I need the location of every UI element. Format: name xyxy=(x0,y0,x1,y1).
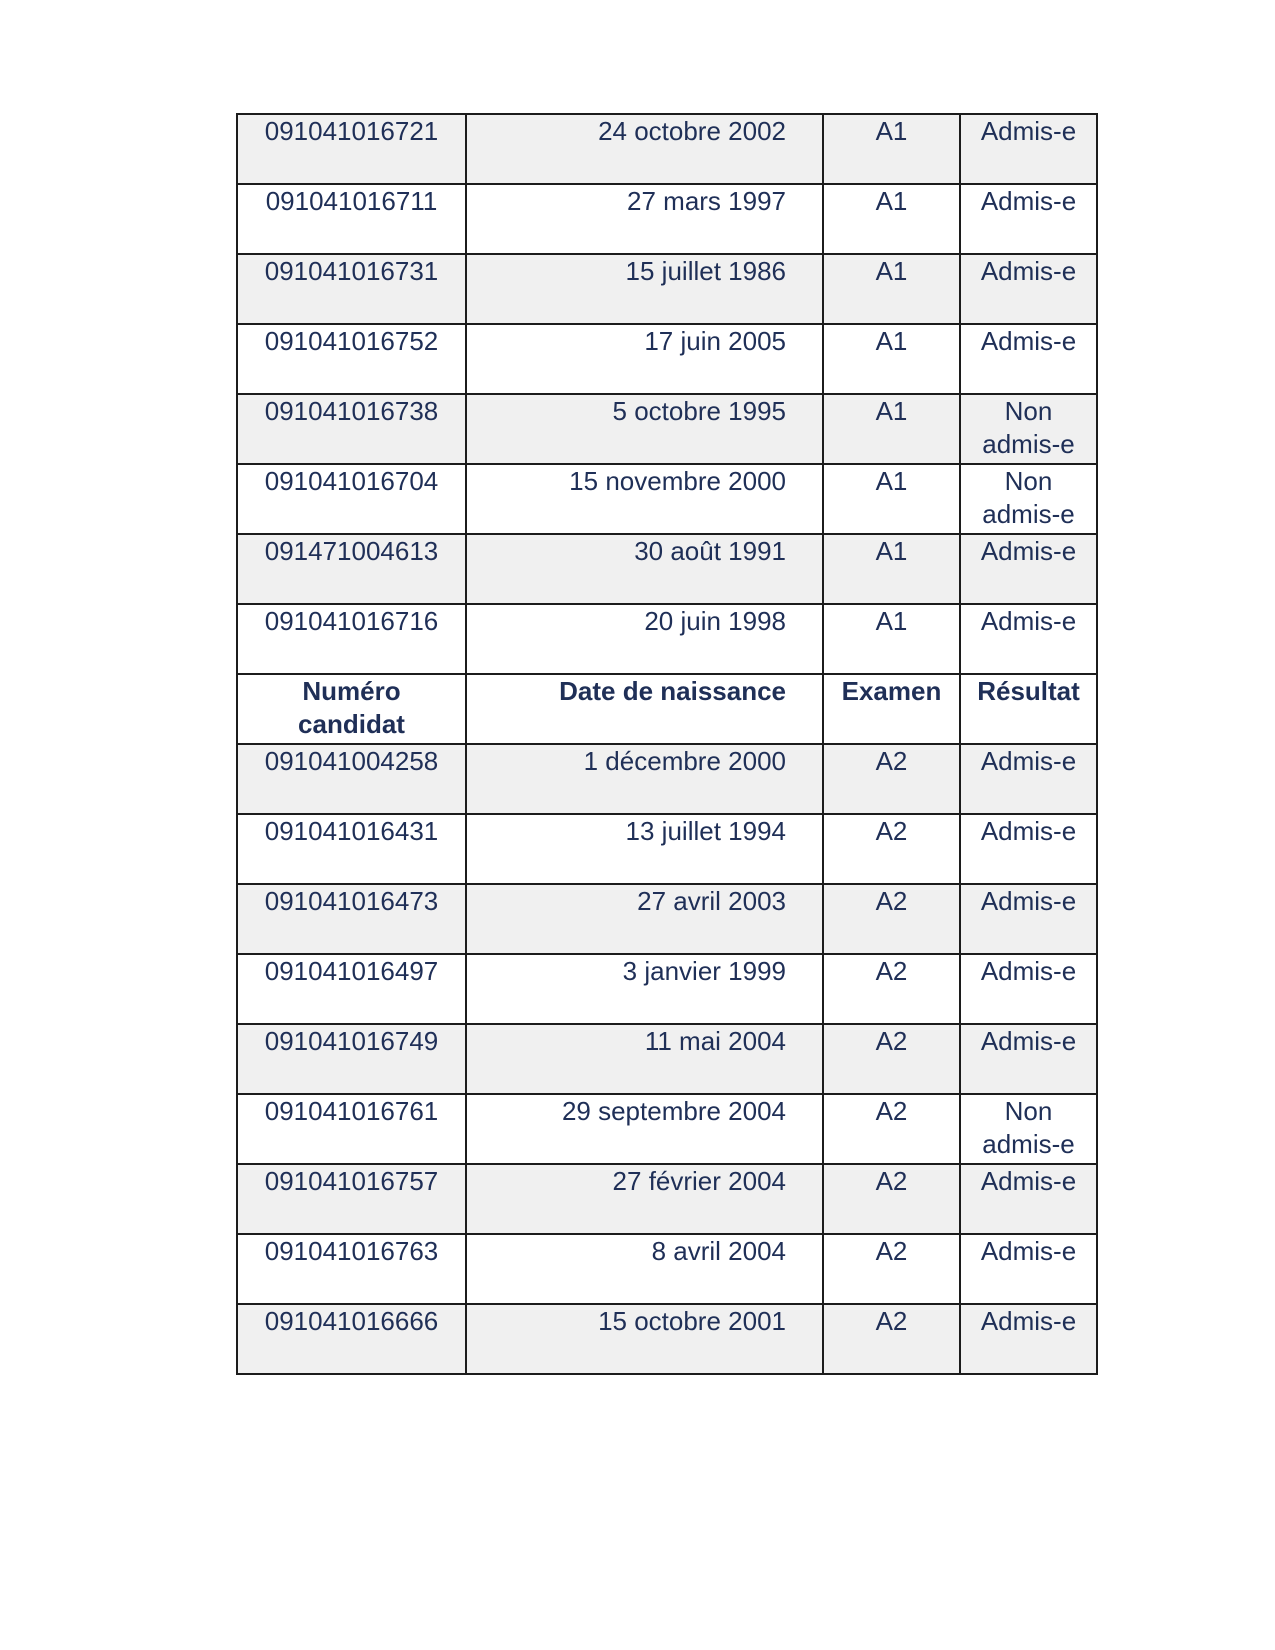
cell-numero-candidat: 091471004613 xyxy=(237,534,466,604)
cell-resultat: Admis-e xyxy=(960,114,1097,184)
cell-date-de-naissance: 13 juillet 1994 xyxy=(466,814,823,884)
header-cell-resultat: Résultat xyxy=(960,674,1097,744)
cell-date-de-naissance: 20 juin 1998 xyxy=(466,604,823,674)
cell-date-de-naissance: 15 juillet 1986 xyxy=(466,254,823,324)
table-row xyxy=(237,1164,1097,1234)
cell-resultat: Admis-e xyxy=(960,184,1097,254)
cell-examen: A1 xyxy=(823,114,960,184)
cell-examen: A2 xyxy=(823,1304,960,1374)
table-row xyxy=(237,394,1097,464)
table-row xyxy=(237,184,1097,254)
table-row xyxy=(237,884,1097,954)
cell-date-de-naissance: 24 octobre 2002 xyxy=(466,114,823,184)
cell-date-de-naissance: 5 octobre 1995 xyxy=(466,394,823,464)
table-row xyxy=(237,464,1097,534)
cell-examen: A2 xyxy=(823,744,960,814)
cell-date-de-naissance: 8 avril 2004 xyxy=(466,1234,823,1304)
cell-examen: A1 xyxy=(823,324,960,394)
cell-resultat: Admis-e xyxy=(960,744,1097,814)
cell-resultat: Admis-e xyxy=(960,324,1097,394)
table-row xyxy=(237,324,1097,394)
cell-examen: A1 xyxy=(823,464,960,534)
header-cell-date-de-naissance: Date de naissance xyxy=(466,674,823,744)
cell-examen: A2 xyxy=(823,954,960,1024)
cell-numero-candidat: 091041016731 xyxy=(237,254,466,324)
cell-date-de-naissance: 11 mai 2004 xyxy=(466,1024,823,1094)
cell-date-de-naissance: 17 juin 2005 xyxy=(466,324,823,394)
cell-resultat: Non admis-e xyxy=(960,464,1097,534)
table-row xyxy=(237,114,1097,184)
cell-date-de-naissance: 3 janvier 1999 xyxy=(466,954,823,1024)
header-cell-numero-candidat: Numéro candidat xyxy=(237,674,466,744)
table-row xyxy=(237,534,1097,604)
cell-date-de-naissance: 27 mars 1997 xyxy=(466,184,823,254)
table-row xyxy=(237,254,1097,324)
cell-date-de-naissance: 15 novembre 2000 xyxy=(466,464,823,534)
cell-date-de-naissance: 29 septembre 2004 xyxy=(466,1094,823,1164)
table-row xyxy=(237,954,1097,1024)
cell-resultat: Non admis-e xyxy=(960,1094,1097,1164)
cell-resultat: Non admis-e xyxy=(960,394,1097,464)
table-row xyxy=(237,1234,1097,1304)
cell-examen: A2 xyxy=(823,814,960,884)
cell-examen: A2 xyxy=(823,884,960,954)
cell-examen: A1 xyxy=(823,604,960,674)
table-row xyxy=(237,1024,1097,1094)
cell-examen: A2 xyxy=(823,1094,960,1164)
table-row xyxy=(237,604,1097,674)
cell-examen: A1 xyxy=(823,254,960,324)
cell-examen: A1 xyxy=(823,394,960,464)
cell-resultat: Admis-e xyxy=(960,254,1097,324)
cell-resultat: Admis-e xyxy=(960,1234,1097,1304)
cell-date-de-naissance: 15 octobre 2001 xyxy=(466,1304,823,1374)
cell-resultat: Admis-e xyxy=(960,814,1097,884)
cell-resultat: Admis-e xyxy=(960,884,1097,954)
table-row xyxy=(237,1304,1097,1374)
cell-examen: A2 xyxy=(823,1024,960,1094)
table-row xyxy=(237,744,1097,814)
cell-numero-candidat: 091041016711 xyxy=(237,184,466,254)
cell-numero-candidat: 091041016757 xyxy=(237,1164,466,1234)
cell-resultat: Admis-e xyxy=(960,1164,1097,1234)
cell-numero-candidat: 091041016721 xyxy=(237,114,466,184)
results-table-body xyxy=(237,114,1097,1374)
cell-resultat: Admis-e xyxy=(960,1024,1097,1094)
cell-date-de-naissance: 27 février 2004 xyxy=(466,1164,823,1234)
cell-examen: A2 xyxy=(823,1234,960,1304)
table-row xyxy=(237,1094,1097,1164)
cell-numero-candidat: 091041016752 xyxy=(237,324,466,394)
cell-numero-candidat: 091041016704 xyxy=(237,464,466,534)
cell-date-de-naissance: 27 avril 2003 xyxy=(466,884,823,954)
cell-examen: A2 xyxy=(823,1164,960,1234)
cell-numero-candidat: 091041016738 xyxy=(237,394,466,464)
cell-resultat: Admis-e xyxy=(960,1304,1097,1374)
cell-numero-candidat: 091041016497 xyxy=(237,954,466,1024)
cell-numero-candidat: 091041004258 xyxy=(237,744,466,814)
cell-numero-candidat: 091041016431 xyxy=(237,814,466,884)
cell-numero-candidat: 091041016473 xyxy=(237,884,466,954)
cell-numero-candidat: 091041016666 xyxy=(237,1304,466,1374)
cell-numero-candidat: 091041016763 xyxy=(237,1234,466,1304)
cell-resultat: Admis-e xyxy=(960,954,1097,1024)
cell-examen: A1 xyxy=(823,534,960,604)
table-row xyxy=(237,814,1097,884)
cell-date-de-naissance: 1 décembre 2000 xyxy=(466,744,823,814)
cell-examen: A1 xyxy=(823,184,960,254)
cell-resultat: Admis-e xyxy=(960,534,1097,604)
cell-numero-candidat: 091041016761 xyxy=(237,1094,466,1164)
header-cell-examen: Examen xyxy=(823,674,960,744)
results-table xyxy=(236,113,1098,1375)
table-header-row xyxy=(237,674,1097,744)
cell-numero-candidat: 091041016749 xyxy=(237,1024,466,1094)
cell-date-de-naissance: 30 août 1991 xyxy=(466,534,823,604)
cell-resultat: Admis-e xyxy=(960,604,1097,674)
cell-numero-candidat: 091041016716 xyxy=(237,604,466,674)
